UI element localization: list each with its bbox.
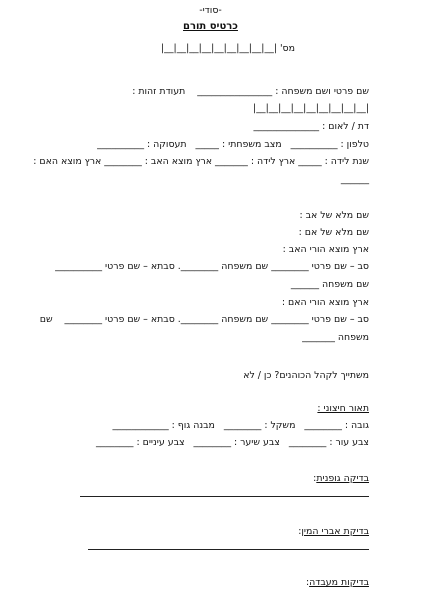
physical-exam-heading: בדיקה גופנית xyxy=(316,473,369,484)
lab-tests-colon: : xyxy=(305,577,310,588)
m-grandfather-first-field[interactable]: ________ xyxy=(271,314,309,325)
m-grandfather-last-label: שם משפחה xyxy=(221,314,269,325)
id-number-boxes[interactable]: |__|__|__|__|__|__|__|__|__| xyxy=(253,103,369,114)
birth-country-field[interactable]: _______ xyxy=(215,156,248,167)
maternal-grandparents-row xyxy=(40,315,369,324)
m-grandmother-first-field[interactable]: ________ xyxy=(64,314,103,325)
phone-label: טלפון : xyxy=(340,139,369,150)
genital-exam-heading: בדיקת אברי המין xyxy=(301,526,369,537)
physical-exam-heading-row xyxy=(313,474,369,483)
occupation-label: תעסוקה : xyxy=(146,139,187,150)
grandmother-first-label: סבתא – שם פרטי xyxy=(105,261,175,272)
mother-full-name-label: שם מלא של אם : xyxy=(298,227,369,238)
page-title: כרטיס תורם xyxy=(183,21,238,32)
donor-number-boxes[interactable]: |__|__|__|__|__|__|__|__|__| xyxy=(161,43,277,54)
appearance-row-2 xyxy=(96,438,369,447)
marital-status-label: מצב משפחתי : xyxy=(221,139,282,150)
weight-field[interactable]: ________ xyxy=(223,420,262,431)
birth-country-label: ארץ לידה : xyxy=(250,156,296,167)
father-full-name-label: שם מלא של אב : xyxy=(299,210,369,221)
grandfather-first-field[interactable]: ________ xyxy=(271,261,309,272)
eye-color-label: צבע עיניים : xyxy=(136,437,185,448)
phone-field[interactable]: __________ xyxy=(290,139,338,150)
mother-parents-origin-label: ארץ מוצא הורי האם : xyxy=(281,297,369,308)
occupation-field[interactable]: __________ xyxy=(97,139,144,150)
mother-origin-field[interactable]: ______ xyxy=(340,174,369,185)
grandmother-last-field[interactable]: ______ xyxy=(290,279,320,290)
lab-tests-heading-row xyxy=(306,578,369,587)
m-grandmother-last-label: משפחה xyxy=(337,332,369,343)
grandmother-last-label: שם משפחה xyxy=(322,279,369,290)
marital-status-field[interactable]: _____ xyxy=(195,139,219,150)
full-name-field[interactable]: ________________ xyxy=(197,86,273,97)
body-build-label: מבנה גוף : xyxy=(171,420,215,431)
body-build-field[interactable]: ____________ xyxy=(112,420,169,431)
grandmother-first-field[interactable]: __________ xyxy=(55,261,103,272)
religion-field[interactable]: ______________ xyxy=(253,121,320,132)
donor-number-label: מס' xyxy=(279,43,295,54)
paternal-grandparents-row xyxy=(55,262,369,271)
weight-label: משקל : xyxy=(264,420,296,431)
religion-label: דת / לאום : xyxy=(322,121,369,132)
height-field[interactable]: ________ xyxy=(304,420,342,431)
genital-exam-line[interactable] xyxy=(88,549,369,550)
religion-row xyxy=(253,122,369,131)
hair-color-field[interactable]: ________ xyxy=(193,437,232,448)
grandfather-last-label: שם משפחה xyxy=(221,261,269,272)
birth-row xyxy=(33,157,369,166)
hair-color-label: צבע שיער : xyxy=(234,437,280,448)
m-grandfather-last-field[interactable]: ________. xyxy=(177,314,219,325)
m-grandmother-first-label: סבתא – שם פרטי xyxy=(105,314,175,325)
grandfather-last-field[interactable]: ________. xyxy=(177,261,219,272)
mother-origin-label: ארץ מוצא האם : xyxy=(33,156,102,167)
physical-exam-line[interactable] xyxy=(80,496,369,497)
height-label: גובה : xyxy=(344,420,369,431)
id-number-label: תעודת זהות : xyxy=(132,86,186,97)
m-grandfather-first-label: סב – שם פרטי xyxy=(311,314,369,325)
grandfather-first-label: סב – שם פרטי xyxy=(311,261,369,272)
skin-color-label: צבע עור : xyxy=(329,437,369,448)
birth-year-field[interactable]: _____ xyxy=(298,156,322,167)
secret-label: -סודי- xyxy=(199,5,222,16)
m-grandmother-surname-row xyxy=(302,333,369,342)
physical-exam-colon: : xyxy=(313,473,317,484)
father-origin-label: ארץ מוצא האב : xyxy=(144,156,213,167)
appearance-row-1 xyxy=(112,421,369,430)
kohen-question: משתייך לקהל הכוהנים? כן / לא xyxy=(243,370,369,381)
donor-number-row xyxy=(161,44,295,53)
birth-year-label: שנת לידה : xyxy=(324,156,369,167)
name-id-row xyxy=(132,87,369,96)
father-origin-field[interactable]: ________ xyxy=(104,156,142,167)
m-grandmother-last-field[interactable]: _______ xyxy=(302,332,335,343)
full-name-label: שם פרטי ושם משפחה : xyxy=(275,86,369,97)
lab-tests-heading: בדיקות מעבדה xyxy=(309,577,369,588)
father-parents-origin-label: ארץ מוצא הורי האב : xyxy=(282,244,369,255)
genital-exam-heading-row xyxy=(298,527,369,536)
m-grandmother-last-label-start: שם xyxy=(39,314,53,325)
genital-exam-colon: : xyxy=(298,526,302,537)
skin-color-field[interactable]: ________ xyxy=(288,437,327,448)
phone-row xyxy=(97,140,369,149)
appearance-heading: תאור חיצוני : xyxy=(317,403,369,414)
eye-color-field[interactable]: ________ xyxy=(95,437,134,448)
grandmother-surname-row xyxy=(291,280,369,289)
